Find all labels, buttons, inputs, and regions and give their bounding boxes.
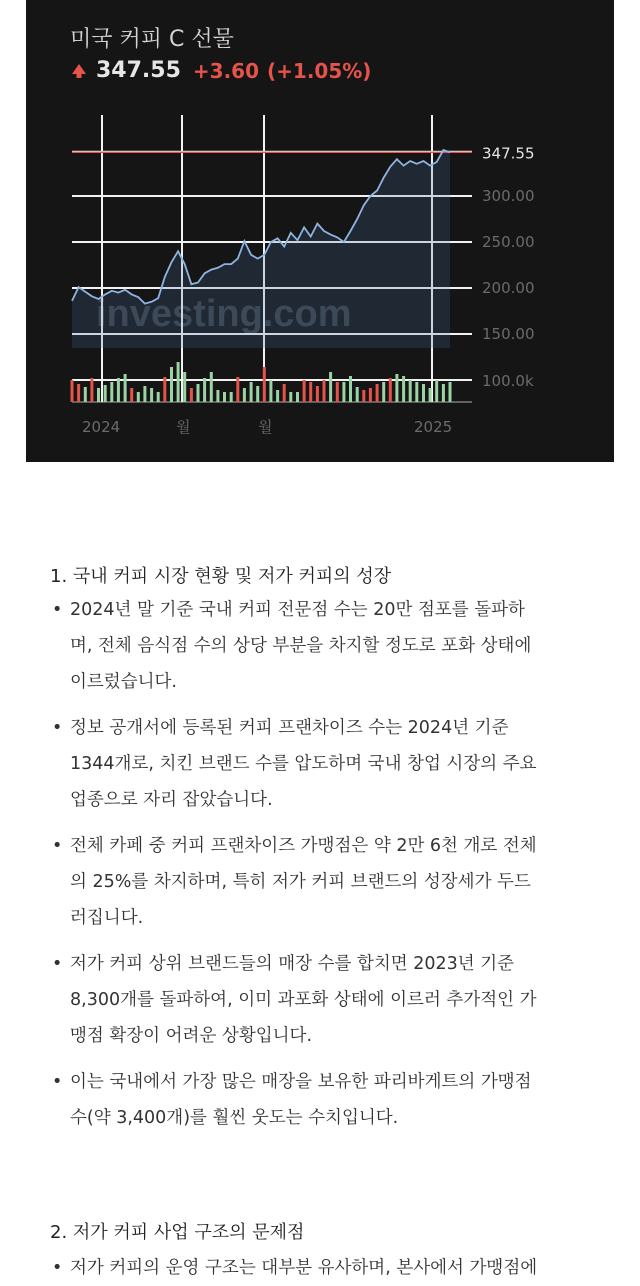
volume-bar — [177, 362, 180, 402]
volume-bar — [283, 384, 286, 402]
volume-bar — [415, 382, 418, 402]
volume-bar — [97, 388, 100, 402]
volume-bar — [263, 367, 266, 402]
volume-bar — [395, 374, 398, 402]
volume-bar — [376, 384, 379, 402]
bullet-line: 2024년 말 기준 국내 커피 전문점 수는 20만 점포를 돌파하 — [70, 600, 525, 620]
volume-bar — [216, 390, 219, 402]
volume-bar — [90, 378, 93, 402]
bullet-line: 1344개로, 치킨 브랜드 수를 압도하며 국내 창업 시장의 주요 — [70, 754, 537, 774]
bullet-line: 정보 공개서에 등록된 커피 프랜차이즈 수는 2024년 기준 — [70, 718, 509, 738]
bullet-text — [70, 1250, 600, 1286]
volume-bar — [183, 372, 186, 402]
volume-bar — [422, 384, 425, 402]
volume-bar — [117, 378, 120, 402]
volume-bar — [170, 367, 173, 402]
bullet-line: 이는 국내에서 가장 많은 매장을 보유한 파리바게트의 가맹점 — [70, 1072, 532, 1092]
volume-bar — [190, 388, 193, 402]
bullet-dot: • — [52, 1072, 63, 1092]
bullet-dot: • — [52, 954, 63, 974]
volume-bar — [276, 390, 279, 402]
volume-bar — [150, 388, 153, 402]
bullet-line: 며, 전체 음식점 수의 상당 부분을 차지할 정도로 포화 상태에 — [70, 636, 532, 656]
volume-bar — [402, 376, 405, 402]
last-price: 347.55 — [96, 58, 181, 83]
volume-bar — [223, 392, 226, 402]
bullet-line: 저가 커피 상위 브랜드들의 매장 수를 합치면 2023년 기준 — [70, 954, 515, 974]
volume-bar — [442, 384, 445, 402]
bullet-text — [70, 592, 600, 700]
bullet-line: 의 25%를 차지하며, 특히 저가 커피 브랜드의 성장세가 두드 — [70, 872, 531, 892]
volume-bar — [316, 386, 319, 402]
price-change-percent: (+1.05%) — [267, 58, 372, 83]
volume-bar — [71, 380, 74, 402]
volume-bar — [110, 382, 113, 402]
volume-bar — [104, 385, 107, 402]
x-tick-label: 월 — [176, 418, 191, 436]
volume-bar — [77, 384, 80, 402]
bullet-line: 러집니다. — [70, 908, 144, 928]
volume-bar — [130, 388, 133, 402]
bullet-line: 이르렀습니다. — [70, 672, 177, 692]
bullet-dot: • — [52, 1258, 63, 1278]
volume-bar — [329, 372, 332, 402]
volume-bar — [203, 378, 206, 402]
volume-bar — [210, 372, 213, 402]
bullet-dot: • — [52, 718, 63, 738]
volume-bar — [369, 388, 372, 402]
bullet-text — [70, 1064, 600, 1136]
volume-bar — [382, 382, 385, 402]
x-tick-label: 2024 — [82, 418, 121, 436]
volume-bar — [449, 382, 452, 402]
volume-bar — [230, 392, 233, 402]
volume-bar — [84, 387, 87, 402]
volume-bar — [143, 386, 146, 402]
volume-bar — [362, 390, 365, 402]
bullet-line: 저가 커피의 운영 구조는 대부분 유사하며, 본사에서 가맹점에 — [70, 1258, 538, 1278]
bullet-line: 맹점 확장이 어려운 상황입니다. — [70, 1026, 313, 1046]
price-area — [72, 150, 450, 348]
bullet-line: 업종으로 자리 잡았습니다. — [70, 790, 273, 810]
x-tick-label: 월 — [258, 418, 273, 436]
volume-bar — [409, 380, 412, 402]
volume-bar — [435, 380, 438, 402]
volume-bar — [269, 380, 272, 402]
volume-bar — [256, 386, 259, 402]
bullet-text — [70, 946, 600, 1054]
volume-bar — [296, 392, 299, 402]
bullet-line: 8,300개를 돌파하여, 이미 과포화 상태에 이르러 추가적인 가 — [70, 990, 537, 1010]
volume-bar — [309, 382, 312, 402]
instrument-title: 미국 커피 C 선물 — [70, 27, 234, 52]
section-heading-structure: 2. 저가 커피 사업 구조의 문제점 — [50, 1222, 305, 1243]
bullet-text — [70, 710, 600, 818]
volume-bar — [389, 378, 392, 402]
volume-bar — [197, 384, 200, 402]
section-heading-market: 1. 국내 커피 시장 현황 및 저가 커피의 성장 — [50, 566, 392, 587]
volume-bar — [323, 380, 326, 402]
volume-bar — [157, 392, 160, 402]
bullet-line: 수(약 3,400개)를 훨씬 웃도는 수치입니다. — [70, 1108, 399, 1128]
volume-bar — [342, 382, 345, 402]
bullet-dot: • — [52, 836, 63, 856]
bullet-dot: • — [52, 600, 63, 620]
volume-tick-label: 100.0k — [482, 372, 534, 390]
volume-bar — [124, 374, 127, 402]
price-change: +3.60 — [192, 58, 260, 83]
chart-layer — [71, 115, 555, 436]
volume-bar — [336, 382, 339, 402]
y-tick-label: 150.00 — [482, 325, 535, 343]
volume-bar — [356, 387, 359, 402]
price-chart — [26, 0, 614, 462]
volume-bar — [243, 388, 246, 402]
volume-bar — [137, 392, 140, 402]
bullet-line: 전체 카페 중 커피 프랜차이즈 가맹점은 약 2만 6천 개로 전체 — [70, 836, 537, 856]
current-price-label: 347.55 — [482, 144, 535, 163]
y-tick-label: 200.00 — [482, 279, 535, 297]
x-tick-label: 2025 — [414, 418, 453, 436]
bullet-text — [70, 828, 600, 936]
volume-bar — [303, 380, 306, 402]
volume-bar — [349, 376, 352, 402]
y-tick-label: 300.00 — [482, 187, 535, 205]
volume-bar — [250, 382, 253, 402]
volume-bar — [289, 392, 292, 402]
volume-bar — [429, 388, 432, 402]
futures-quote-card — [26, 0, 614, 462]
volume-bar — [163, 377, 166, 402]
volume-bar — [236, 377, 239, 402]
y-tick-label: 250.00 — [482, 233, 535, 251]
